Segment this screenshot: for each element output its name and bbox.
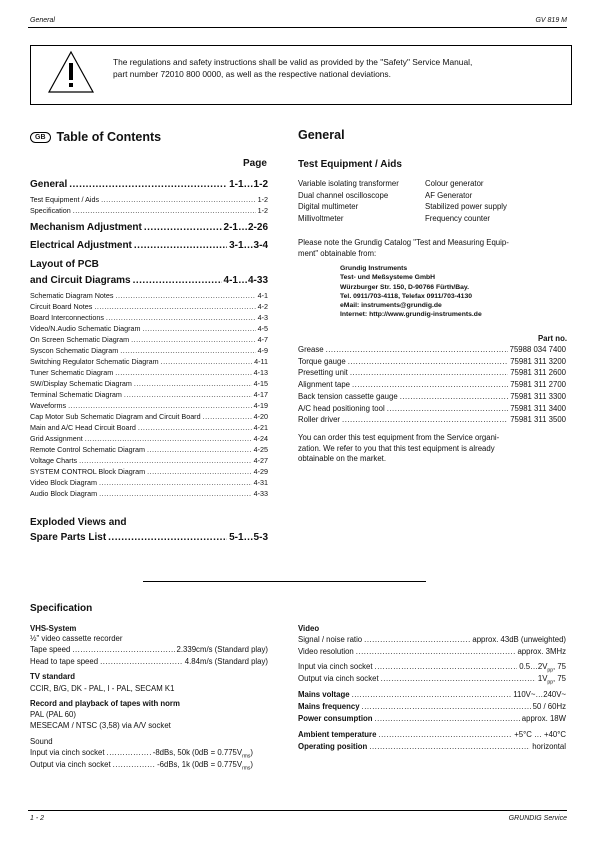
part-no-label: Part no. [537, 334, 567, 343]
mains-frequency-row: Mains frequency ..... 50 / 60Hz [298, 702, 566, 711]
header-rule [28, 27, 567, 28]
toc-entry: Electrical Adjustment ..... 3-1…3-4 [30, 240, 268, 251]
footer-rule [28, 810, 567, 811]
rec-line2: MESECAM / NTSC (3,58) via A/V socket [30, 721, 171, 730]
toc-entry: Specification ..... 1-2 [30, 206, 268, 215]
list-item: AF Generator [425, 190, 473, 200]
footer-right: GRUNDIG Service [508, 815, 567, 822]
tape-speed-row: Tape speed ..... 2.339cm/s (Standard play) [30, 645, 268, 654]
equipment-list-left [298, 178, 399, 224]
vhs-line: ½" video cassette recorder [30, 634, 123, 643]
list-item: Dual channel oscilloscope [298, 190, 389, 200]
warning-icon [47, 50, 95, 94]
toc-entry: Syscon Schematic Diagram ..... 4-9 [30, 346, 268, 355]
resolution-row: Video resolution ..... approx. 3MHz [298, 647, 566, 656]
toc-entry: Terminal Schematic Diagram ..... 4-17 [30, 390, 268, 399]
toc-entry: Layout of PCB [30, 259, 99, 270]
toc-entry: Waveforms ..... 4-19 [30, 401, 268, 410]
temperature-row: Ambient temperature ..... +5°C … +40°C [298, 730, 566, 739]
language-badge: GB [30, 132, 51, 143]
toc-entry: Video/N.Audio Schematic Diagram ..... 4-5 [30, 324, 268, 333]
toc-entry: Circuit Board Notes ..... 4-2 [30, 302, 268, 311]
operating-position-row: Operating position ..... horizontal [298, 742, 566, 751]
list-item: Stabilized power supply [425, 202, 507, 211]
table-row: Presetting unit ..... 75981 311 2600 [298, 368, 566, 377]
section-divider [143, 581, 426, 582]
toc-entry: Main and A/C Head Circuit Board ..... 4-21 [30, 423, 268, 432]
table-row: Torque gauge ..... 75981 311 3200 [298, 357, 566, 366]
toc-entry: Mechanism Adjustment ..... 2-1…2-26 [30, 222, 268, 233]
tv-line: CCIR, B/G, DK - PAL, I - PAL, SECAM K1 [30, 684, 175, 693]
toc-entry: SW/Display Schematic Diagram ..... 4-15 [30, 379, 268, 388]
toc-entry: Cap Motor Sub Schematic Diagram and Circuit Board ..... 4-20 [30, 412, 268, 421]
toc-page-label: Page [243, 158, 267, 169]
toc-entry: Switching Regulator Schematic Diagram ..... 4-11 [30, 357, 268, 366]
toc-entry: Audio Block Diagram ..... 4-33 [30, 489, 268, 498]
toc-entry: Video Block Diagram ..... 4-31 [30, 478, 268, 487]
list-item: Millivoltmeter [298, 213, 344, 223]
sound-output-row: Output via cinch socket ..... -6dBs, 1k [30, 760, 190, 769]
power-row: Power consumption ..... approx. 18W [298, 714, 566, 723]
safety-warning-box [30, 45, 572, 105]
sound-title: Sound [30, 737, 53, 746]
tv-title: TV standard [30, 672, 76, 681]
toc-entry: General ..... 1-1…1-2 [30, 179, 268, 190]
toc-entry: Board Interconnections ..... 4-3 [30, 313, 268, 322]
mains-voltage-row: Mains voltage ..... 110V~…240V~ [298, 690, 566, 699]
video-output-row: Output via cinch socket ..... $1V_{pp}$, 75 [298, 674, 566, 686]
toc-entry: Grid Assignment ..... 4-24 [30, 434, 268, 443]
table-row: A/C head positioning tool ..... 75981 311 3400 [298, 404, 566, 413]
list-item: Colour generator [425, 179, 484, 188]
toc-heading [30, 128, 161, 146]
table-row: Alignment tape ..... 75981 311 2700 [298, 380, 566, 389]
header-right: GV 819 M [535, 17, 567, 24]
table-row: Grease ..... 75988 034 7400 [298, 345, 566, 354]
test-equipment-title: Test Equipment / Aids [298, 159, 402, 170]
head-speed-row: Head to tape speed ..... 4.84m/s (Standard play) [30, 657, 268, 666]
sound-input-ref: $(0dB = 0.775V_{rms})$ [192, 748, 254, 760]
toc-entry: Schematic Diagram Notes ..... 4-1 [30, 291, 268, 300]
toc-entry: Exploded Views and [30, 517, 127, 528]
toc-entry: and Circuit Diagrams ..... 4-1…4-33 [30, 275, 268, 286]
table-row: Back tension cassette gauge ..... 75981 311 3300 [298, 392, 566, 401]
toc-entry: Spare Parts List ..... 5-1…5-3 [30, 532, 268, 543]
toc-title: Table of Contents [56, 130, 162, 144]
catalog-note: Please note the Grundig Catalog "Test and Measuring Equip- ment" obtainable from: [298, 238, 509, 258]
rec-line1: PAL (PAL 60) [30, 710, 76, 719]
toc-entry: Tuner Schematic Diagram ..... 4-13 [30, 368, 268, 377]
equipment-list-right [425, 178, 507, 224]
toc-entry: On Screen Schematic Diagram ..... 4-7 [30, 335, 268, 344]
list-item: Frequency counter [425, 213, 491, 223]
safety-warning-text: The regulations and safety instructions shall be valid as provided by the "Safety" Service Manual, part number 72010 800 0000, as well as the respective national deviations. [113, 57, 473, 79]
grundig-address: Grundig Instruments Test- und Meßsysteme GmbH Würzburger Str. 150, D-90766 Fürth/Bay. Tel. 0911/703-4118, Telefax 0911/703-4130 eMail: instruments@grundig.de Internet: http://www.grundig-instruments.de [340, 265, 482, 319]
toc-entry: Test Equipment / Aids ..... 1-2 [30, 195, 268, 204]
header-left: General [30, 17, 55, 24]
vhs-title: VHS-System [30, 624, 77, 633]
snr-row: Signal / noise ratio ..... approx. 43dB (unweighted) [298, 635, 566, 644]
table-row: Roller driver ..... 75981 311 3500 [298, 415, 566, 424]
rec-title: Record and playback of tapes with norm [30, 699, 180, 708]
footer-left: 1 - 2 [30, 815, 45, 822]
video-input-row: Input via cinch socket ..... $0.5\dots 2V_{pp}$, 75 [298, 662, 566, 674]
order-note: You can order this test equipment from the Service organi- zation. We refer to you that this test equipment is already obtainable on the market. [298, 433, 500, 463]
list-item: Variable isolating transformer [298, 179, 399, 188]
sound-output-ref: $(0dB = 0.775V_{rms})$ [192, 760, 254, 772]
toc-entry: SYSTEM CONTROL Block Diagram ..... 4-29 [30, 467, 268, 476]
sound-input-row: Input via cinch socket ..... -8dBs, 50k [30, 748, 190, 757]
video-title: Video [298, 624, 320, 633]
spec-title: Specification [30, 603, 93, 614]
general-title: General [298, 128, 345, 142]
list-item: Digital multimeter [298, 202, 359, 211]
toc-entry: Voltage Charts ..... 4-27 [30, 456, 268, 465]
toc-entry: Remote Control Schematic Diagram ..... 4-25 [30, 445, 268, 454]
